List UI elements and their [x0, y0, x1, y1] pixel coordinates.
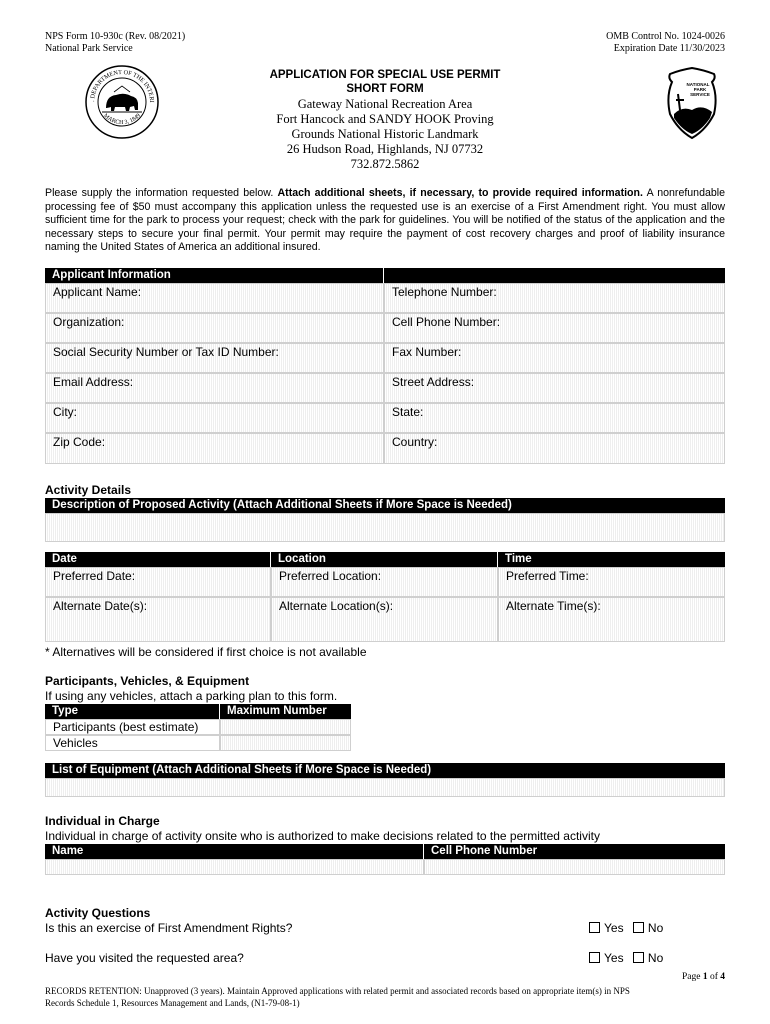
location-column-header: Location: [271, 552, 498, 567]
doi-seal-logo: [84, 64, 160, 140]
applicant-header-blank: [384, 268, 725, 283]
applicant-header: Applicant Information: [45, 268, 384, 283]
q2-no-label: No: [647, 951, 664, 965]
type-column-header: Type: [45, 704, 220, 719]
site-line-2: Grounds National Historic Landmark: [291, 127, 479, 141]
q1-answer-group: [583, 921, 663, 935]
equipment-header: List of Equipment (Attach Additional Sheets if More Space is Needed): [45, 763, 725, 778]
cell-phone-field[interactable]: Cell Phone Number:: [384, 313, 725, 343]
q2-answer-group: [583, 951, 663, 965]
preferred-time-field[interactable]: Preferred Time:: [498, 567, 725, 597]
max-number-column-header: Maximum Number: [220, 704, 351, 719]
q1-no-label: No: [647, 921, 664, 935]
retention-line-1: RECORDS RETENTION: Unapproved (3 years). Maintain Approved applications with related permit and associated records based on appropriate item(s) in NPS: [45, 986, 630, 996]
nps-arrowhead-logo: [664, 66, 720, 140]
question-visited-area: Have you visited the requested area?: [45, 951, 244, 965]
alternate-date-field[interactable]: Alternate Date(s):: [45, 597, 271, 642]
q2-no-checkbox[interactable]: [633, 952, 644, 963]
q1-no-checkbox[interactable]: [633, 922, 644, 933]
alternate-location-field[interactable]: Alternate Location(s):: [271, 597, 498, 642]
records-retention: [45, 985, 630, 1009]
vehicles-row-label: Vehicles: [45, 735, 220, 751]
individual-in-charge-note: Individual in charge of activity onsite who is authorized to make decisions related to the permitted activity: [45, 829, 600, 843]
equipment-field[interactable]: [45, 778, 725, 797]
intro-paragraph: [45, 187, 725, 255]
intro-text-2: A nonrefundable processing fee of $50 must accompany this application unless the requested use is an exercise of a First Amendment right. You must allow sufficient time for the park to process your request; check with the park for guidelines. You will be notified of the status of the application and the necessary steps to secure your final permit. Your permit may require the payment of cost recovery charges and proof of liability insurance naming the United States of America an additional insured.: [45, 187, 725, 253]
participants-heading: Participants, Vehicles, & Equipment: [45, 674, 250, 688]
page-current: 1: [702, 972, 708, 982]
city-field[interactable]: City:: [45, 403, 384, 433]
nps-text-3: SERVICE: [690, 92, 710, 97]
country-field[interactable]: Country:: [384, 433, 725, 464]
form-title: APPLICATION FOR SPECIAL USE PERMIT: [269, 69, 501, 81]
applicant-section: [45, 268, 725, 464]
in-charge-cell-field[interactable]: [424, 859, 725, 875]
page-mid: of: [707, 972, 721, 982]
park-phone: 732.872.5862: [350, 157, 420, 171]
applicant-name-field[interactable]: Applicant Name:: [45, 283, 384, 313]
seal-text-bottom: MARCH 3, 1849: [102, 112, 142, 127]
page-total: 4: [720, 972, 725, 982]
zip-code-field[interactable]: Zip Code:: [45, 433, 384, 464]
alternatives-note: * Alternatives will be considered if first choice is not available: [45, 645, 367, 659]
cell-phone-column-header: Cell Phone Number: [424, 844, 725, 859]
parking-plan-note: If using any vehicles, attach a parking plan to this form.: [45, 689, 338, 703]
street-address-field[interactable]: Street Address:: [384, 373, 725, 403]
activity-details-heading: Activity Details: [45, 483, 132, 497]
description-field[interactable]: [45, 513, 725, 542]
seal-text-top: . DEPARTMENT OF THE INTERI: [88, 68, 156, 103]
participants-count-field[interactable]: [220, 719, 351, 735]
state-field[interactable]: State:: [384, 403, 725, 433]
schedule-table: [45, 552, 725, 642]
nps-text-2: PARK: [693, 87, 707, 92]
page-prefix: Page: [681, 972, 703, 982]
nps-text-1: NATIONAL: [686, 82, 710, 87]
form-number: NPS Form 10-930c (Rev. 08/2021): [45, 31, 186, 42]
q1-yes-checkbox[interactable]: [589, 922, 600, 933]
omb-control: OMB Control No. 1024-0026: [606, 31, 725, 42]
participants-table: [45, 704, 351, 751]
email-field[interactable]: Email Address:: [45, 373, 384, 403]
svg-text:MARCH 3, 1849: [102, 113, 142, 126]
in-charge-name-field[interactable]: [45, 859, 424, 875]
retention-line-2: Records Schedule 1, Resources Management and Lands, (N1-79-08-1): [45, 998, 300, 1008]
q2-yes-label: Yes: [604, 951, 624, 965]
intro-bold-text: Attach additional sheets, if necessary, to provide required information.: [277, 187, 643, 199]
activity-questions-heading: Activity Questions: [45, 906, 151, 920]
title-block: [160, 68, 610, 172]
individual-in-charge-heading: Individual in Charge: [45, 814, 160, 828]
page-number: [682, 972, 725, 982]
park-address: 26 Hudson Road, Highlands, NJ 07732: [286, 142, 484, 156]
form-subtitle: SHORT FORM: [346, 83, 424, 95]
park-name: Gateway National Recreation Area: [297, 97, 473, 111]
name-column-header: Name: [45, 844, 424, 859]
q2-yes-checkbox[interactable]: [589, 952, 600, 963]
participants-row-label: Participants (best estimate): [45, 719, 220, 735]
activity-description-section: [45, 498, 725, 542]
preferred-location-field[interactable]: Preferred Location:: [271, 567, 498, 597]
preferred-date-field[interactable]: Preferred Date:: [45, 567, 271, 597]
ssn-tax-id-field[interactable]: Social Security Number or Tax ID Number:: [45, 343, 384, 373]
date-column-header: Date: [45, 552, 271, 567]
agency-name: National Park Service: [45, 43, 133, 54]
site-line-1: Fort Hancock and SANDY HOOK Proving: [276, 112, 494, 126]
expiration-date: Expiration Date 11/30/2023: [613, 43, 725, 54]
q1-yes-label: Yes: [604, 921, 624, 935]
fax-field[interactable]: Fax Number:: [384, 343, 725, 373]
description-header: Description of Proposed Activity (Attach Additional Sheets if More Space is Needed): [45, 498, 725, 513]
equipment-section: [45, 763, 725, 797]
telephone-field[interactable]: Telephone Number:: [384, 283, 725, 313]
time-column-header: Time: [498, 552, 725, 567]
alternate-time-field[interactable]: Alternate Time(s):: [498, 597, 725, 642]
organization-field[interactable]: Organization:: [45, 313, 384, 343]
individual-in-charge-table: [45, 844, 725, 875]
question-first-amendment: Is this an exercise of First Amendment Rights?: [45, 921, 293, 935]
intro-text-1: Please supply the information requested below.: [45, 187, 274, 199]
vehicles-count-field[interactable]: [220, 735, 351, 751]
